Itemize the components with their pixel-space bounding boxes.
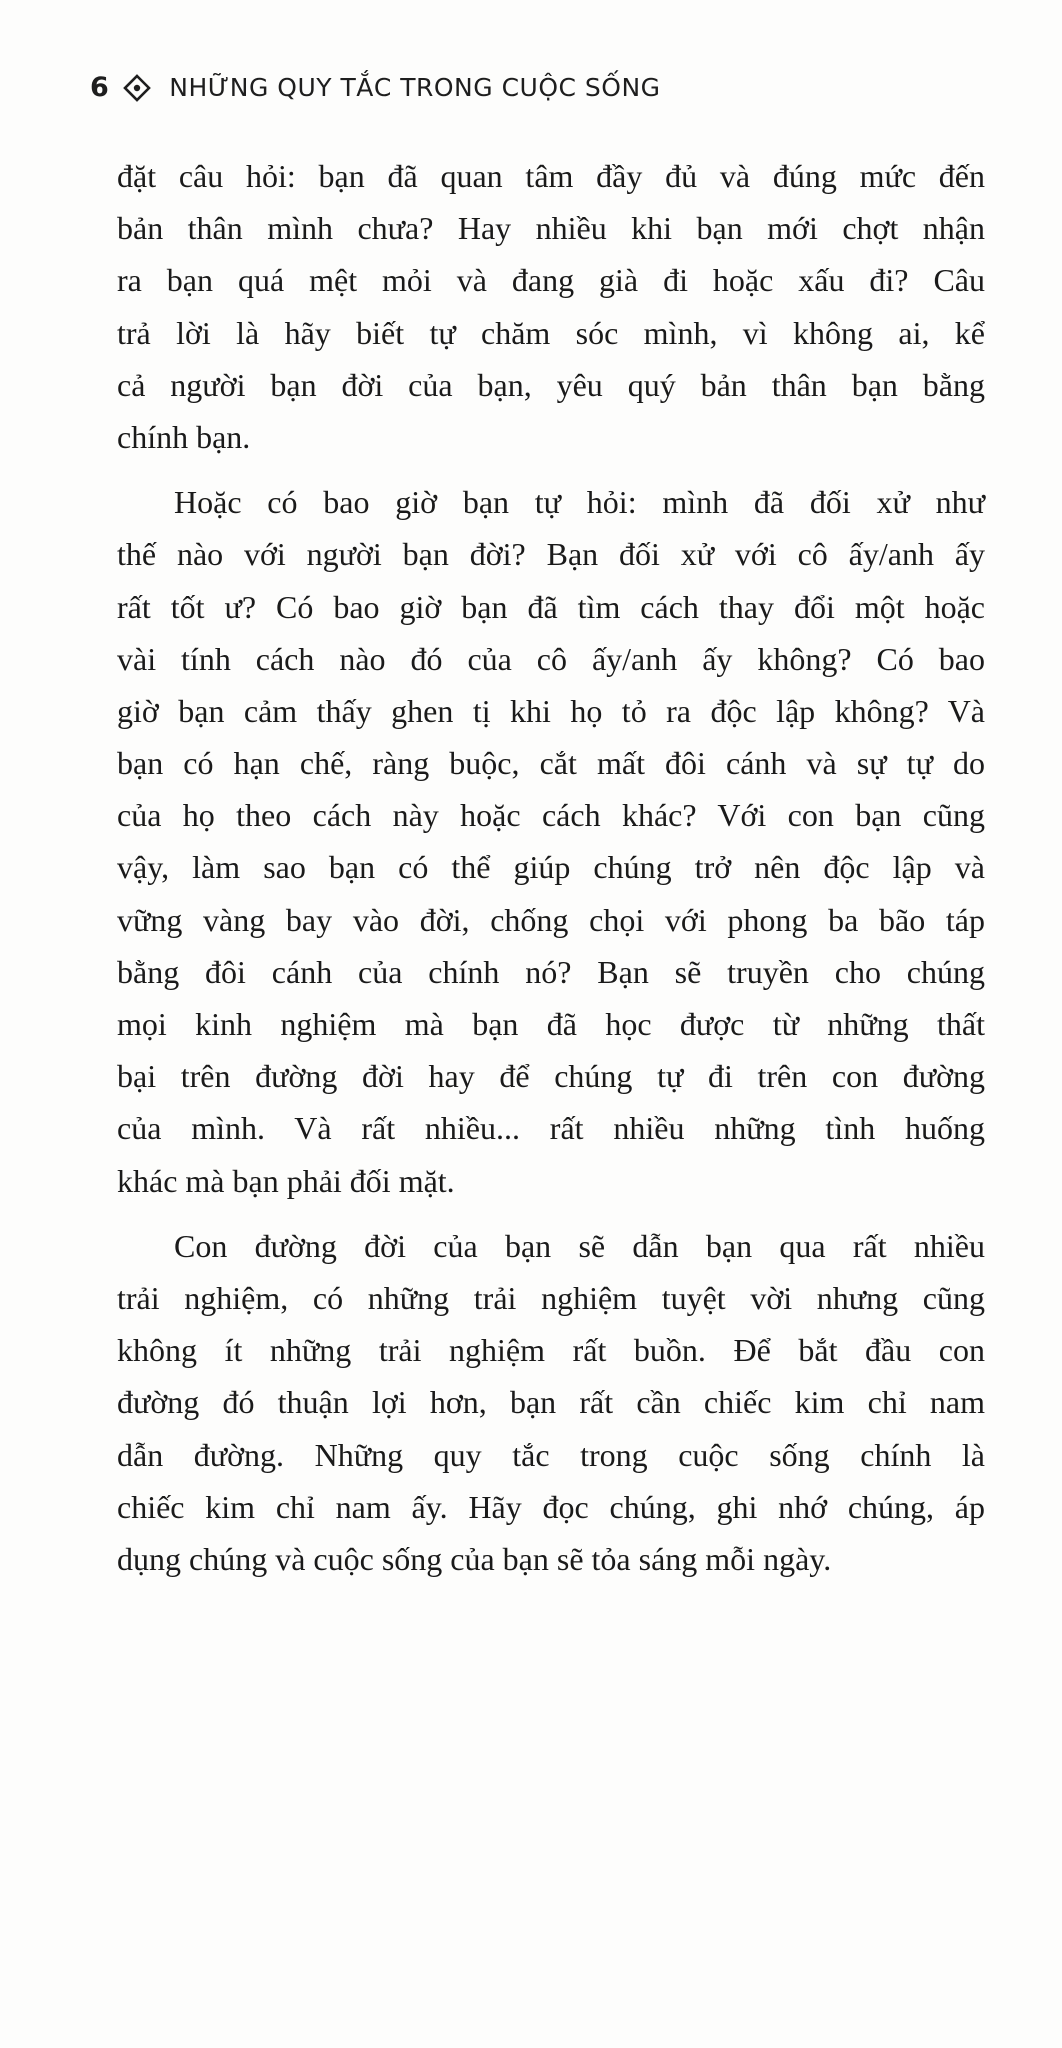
text-line: bằng đôi cánh của chính nó? Bạn sẽ truyền cho chúng <box>117 953 985 990</box>
text-line: khác mà bạn phải đối mặt. <box>117 1162 455 1199</box>
text-line: dẫn đường. Những quy tắc trong cuộc sống chính là <box>117 1436 985 1473</box>
text-line: ra bạn quá mệt mỏi và đang già đi hoặc xấu đi? Câu <box>117 262 985 299</box>
text-line: vài tính cách nào đó của cô ấy/anh ấy không? Có bao <box>117 640 985 677</box>
page-number: 6 <box>90 72 110 103</box>
text-line: chính bạn. <box>117 418 251 455</box>
text-line: rất tốt ư? Có bao giờ bạn đã tìm cách thay đổi một hoặc <box>117 588 985 625</box>
text-line: mọi kinh nghiệm mà bạn đã học được từ những thất <box>117 1006 985 1042</box>
text-line: Con đường đời của bạn sẽ dẫn bạn qua rất nhiều <box>174 1227 985 1264</box>
text-line: bạn có hạn chế, ràng buộc, cắt mất đôi cánh và sự tự do <box>117 745 985 782</box>
text-line: của mình. Và rất nhiều... rất nhiều những tình huống <box>117 1110 985 1147</box>
text-line: vững vàng bay vào đời, chống chọi với phong ba bão táp <box>117 901 985 938</box>
text-line: không ít những trải nghiệm rất buồn. Để bắt đầu con <box>117 1332 985 1369</box>
text-line: Hoặc có bao giờ bạn tự hỏi: mình đã đối xử như <box>174 484 985 521</box>
text-line: trả lời là hãy biết tự chăm sóc mình, vì không ai, kể <box>117 314 985 351</box>
paragraph <box>117 476 985 1207</box>
text-line: của họ theo cách này hoặc cách khác? Với con bạn cũng <box>117 797 985 834</box>
text-line: đặt câu hỏi: bạn đã quan tâm đầy đủ và đúng mức đến <box>117 158 985 194</box>
running-title: NHỮNG QUY TẮC TRONG CUỘC SỐNG <box>169 73 661 102</box>
text-line: trải nghiệm, có những trải nghiệm tuyệt vời nhưng cũng <box>117 1279 985 1316</box>
text-line: bản thân mình chưa? Hay nhiều khi bạn mới chợt nhận <box>117 210 985 247</box>
page-body <box>117 150 985 1598</box>
text-line: dụng chúng và cuộc sống của bạn sẽ tỏa sáng mỗi ngày. <box>117 1540 832 1577</box>
text-line: bại trên đường đời hay để chúng tự đi trên con đường <box>117 1058 985 1095</box>
text-line: giờ bạn cảm thấy ghen tị khi họ tỏ ra độc lập không? Và <box>117 692 985 729</box>
text-line: cả người bạn đời của bạn, yêu quý bản thân bạn bằng <box>117 366 985 403</box>
diamond-dot-icon <box>123 74 151 102</box>
running-header <box>90 72 661 103</box>
paragraph <box>117 150 985 463</box>
text-line: vậy, làm sao bạn có thể giúp chúng trở nên độc lập và <box>117 849 985 886</box>
paragraph <box>117 1220 985 1585</box>
text-line: chiếc kim chỉ nam ấy. Hãy đọc chúng, ghi nhớ chúng, áp <box>117 1488 985 1525</box>
text-line: thế nào với người bạn đời? Bạn đối xử với cô ấy/anh ấy <box>117 536 985 573</box>
text-line: đường đó thuận lợi hơn, bạn rất cần chiếc kim chỉ nam <box>117 1384 985 1421</box>
